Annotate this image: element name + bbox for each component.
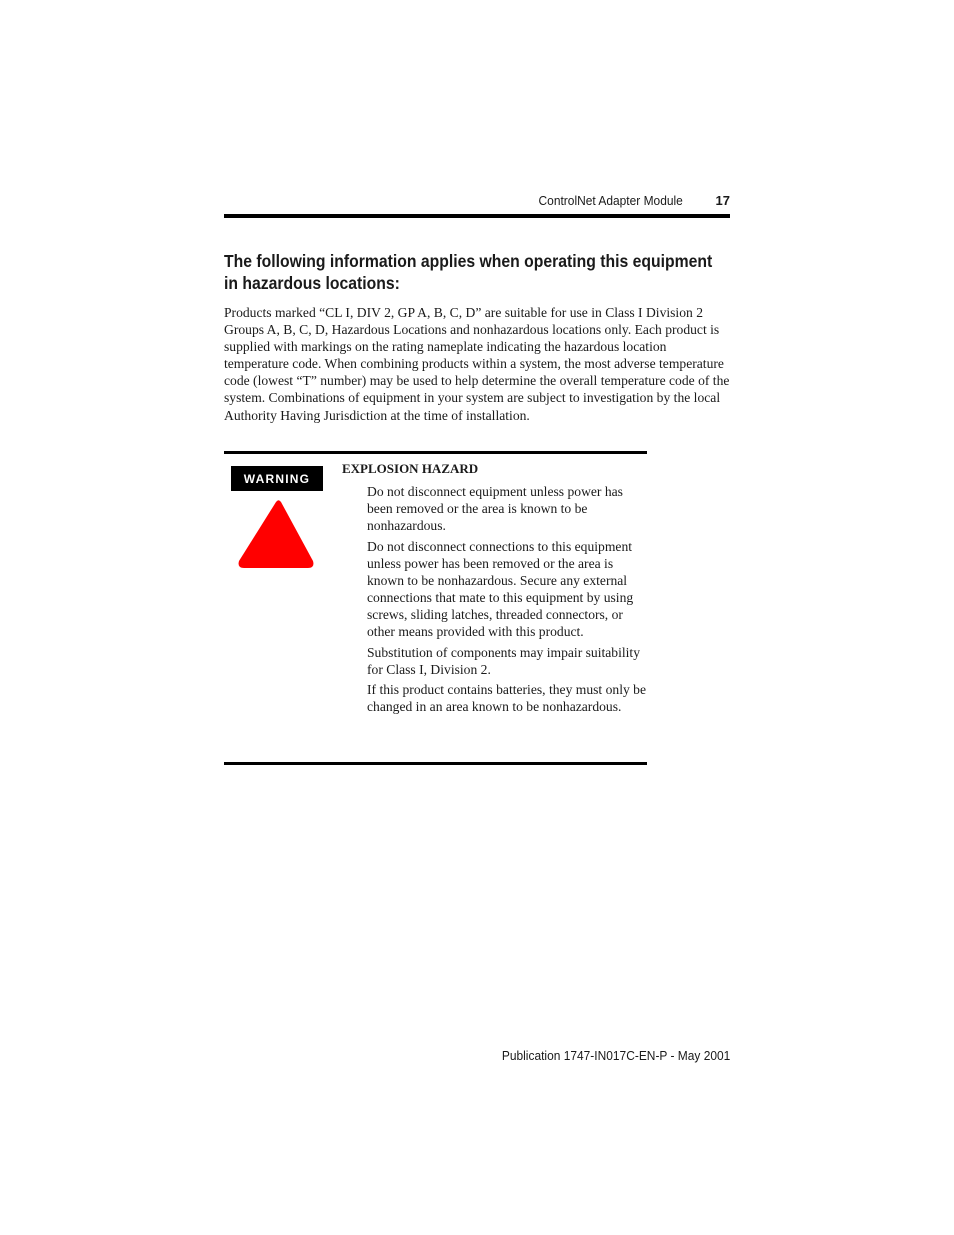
header-rule — [224, 214, 730, 218]
warning-item: Do not disconnect equipment unless power has been removed or the area is known to be nonhazardous. — [367, 484, 623, 534]
publication-footer: Publication 1747-IN017C-EN-P - May 2001 — [501, 1048, 730, 1063]
warning-item: Substitution of components may impair suitability for Class I, Division 2. — [367, 644, 640, 677]
warning-bottom-rule — [224, 762, 647, 765]
page-header — [224, 191, 730, 211]
warning-top-rule — [224, 451, 647, 454]
explosion-hazard-title: EXPLOSION HAZARD — [342, 461, 479, 476]
warning-triangle-shape — [239, 500, 314, 568]
page-number: 17 — [715, 193, 730, 208]
warning-item: Do not disconnect connections to this equipment unless power has been removed or the area is known to be nonhazardous. Secure any external connections that mate to this equipment by using screws, sliding latches, threaded connectors, or other means provided with this product. — [367, 538, 634, 640]
warning-badge: WARNING — [231, 466, 323, 491]
section-heading: The following information applies when operating this equipment in hazardous locations: — [224, 251, 713, 293]
warning-triangle-icon — [236, 498, 316, 570]
hazardous-locations-paragraph: Products marked “CL I, DIV 2, GP A, B, C, D” are suitable for use in Class I Division 2 Groups A, B, C, D, Hazardous Locations and nonhazardous locations only. Each product is supplied with markings on the rating nameplate indicating the hazardous location temperature code. When combining products within a system, the most adverse temperature code (lowest “T” number) may be used to help determine the overall temperature code of the system. Combinations of equipment in your system are subject to investigation by the local Authority Having Jurisdiction at the time of installation. — [224, 305, 730, 423]
warning-item: If this product contains batteries, they must only be changed in an area known to be nonhazardous. — [367, 682, 646, 715]
warning-body — [367, 483, 649, 719]
header-module-title: ControlNet Adapter Module — [538, 193, 683, 208]
